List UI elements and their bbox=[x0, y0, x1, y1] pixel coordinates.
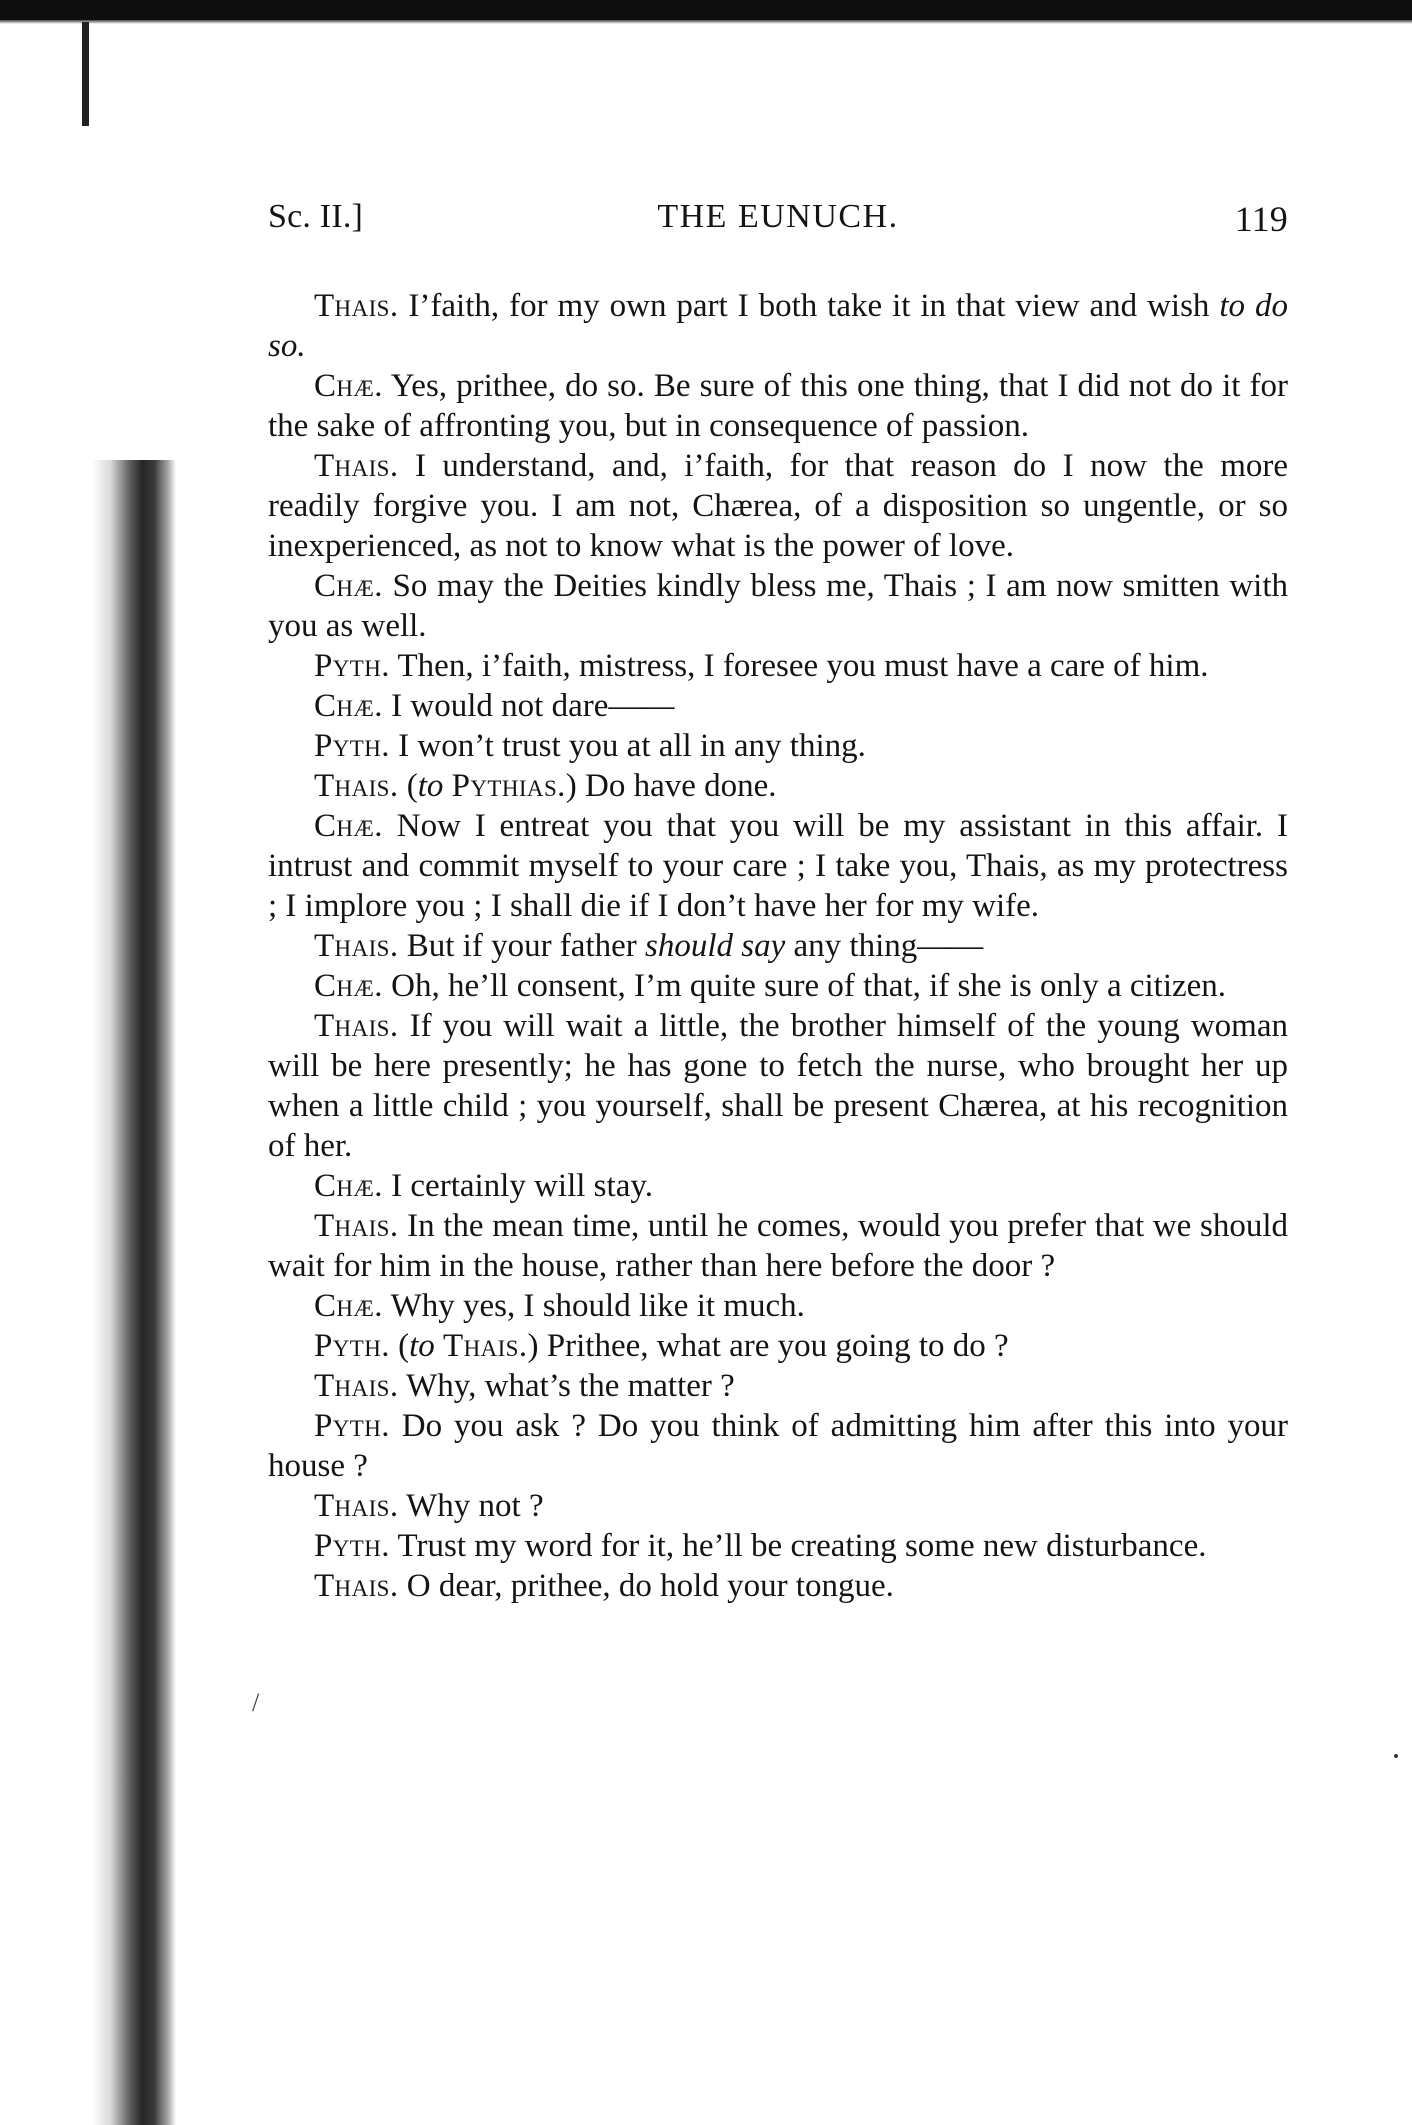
speech-text: Yes, prithee, do so. Be sure of this one thing, that I did not do it for the sake of affronting you, but in consequence of passion. bbox=[268, 368, 1288, 444]
speaker-name: Chæ. bbox=[314, 968, 383, 1004]
dialogue-line bbox=[268, 686, 1288, 726]
dialogue-line bbox=[268, 366, 1288, 446]
speaker-name: Thais. bbox=[314, 1008, 399, 1044]
speaker-name: Thais. bbox=[314, 1568, 399, 1604]
margin-dot bbox=[1394, 1754, 1398, 1758]
speech-text: Trust my word for it, he’ll be creating some new disturbance. bbox=[389, 1528, 1207, 1564]
dialogue-line bbox=[268, 1206, 1288, 1286]
dialogue-line bbox=[268, 1006, 1288, 1166]
italic-text: to bbox=[409, 1328, 435, 1364]
speech-text: Now I entreat you that you will be my assistant in this affair. I intrust and commit myself to your care ; I take you, Thais, as my protectress ; I implore you ; I shall die if I don’t have her for my wife. bbox=[268, 808, 1288, 924]
speech-text: So may the Deities kindly bless me, Thais ; I am now smitten with you as well. bbox=[268, 568, 1288, 644]
dialogue-text bbox=[268, 286, 1288, 1606]
speaker-name: Chæ. bbox=[314, 1288, 383, 1324]
dialogue-line bbox=[268, 1486, 1288, 1526]
italic-text: should say bbox=[645, 928, 786, 964]
speech-text: Oh, he’ll consent, I’m quite sure of that, if she is only a citizen. bbox=[382, 968, 1227, 1004]
speech-text: Why, what’s the matter ? bbox=[398, 1368, 735, 1404]
speech-text: Then, i’faith, mistress, I foresee you must have a care of him. bbox=[389, 648, 1209, 684]
speech-text bbox=[435, 1328, 443, 1364]
dialogue-line bbox=[268, 1326, 1288, 1366]
speech-text: I’faith, for my own part I both take it in that view and wish bbox=[398, 288, 1220, 324]
speech-text: ) Do have done. bbox=[565, 768, 777, 804]
dialogue-line bbox=[268, 766, 1288, 806]
speaker-name: Pyth. bbox=[314, 648, 390, 684]
dialogue-line bbox=[268, 1286, 1288, 1326]
dialogue-line bbox=[268, 446, 1288, 566]
speech-text: I understand, and, i’faith, for that reason do I now the more readily forgive you. I am not, Chærea, of a disposition so ungentle, or so inexperienced, as not to know what is the power of love. bbox=[268, 448, 1288, 564]
dialogue-line bbox=[268, 1366, 1288, 1406]
italic-text: to bbox=[417, 768, 444, 804]
italic-text: to do so. bbox=[268, 288, 1289, 364]
dialogue-line bbox=[268, 286, 1288, 366]
page bbox=[268, 180, 1288, 1606]
dialogue-line bbox=[268, 1526, 1288, 1566]
gutter-shadow-fade bbox=[92, 380, 176, 470]
speech-text: Why yes, I should like it much. bbox=[382, 1288, 805, 1324]
speaker-name: Pyth. bbox=[314, 1528, 390, 1564]
speaker-name: Pyth. bbox=[314, 728, 390, 764]
speaker-name: Thais. bbox=[314, 1208, 399, 1244]
speech-text: I won’t trust you at all in any thing. bbox=[389, 728, 866, 764]
dialogue-line bbox=[268, 726, 1288, 766]
speech-text: ( bbox=[398, 768, 418, 804]
speaker-name: Chæ. bbox=[314, 808, 383, 844]
speech-text: But if your father bbox=[398, 928, 646, 964]
speaker-name: Chæ. bbox=[314, 688, 383, 724]
speech-text: Why not ? bbox=[398, 1488, 544, 1524]
speaker-name: Thais. bbox=[314, 928, 399, 964]
dialogue-line bbox=[268, 646, 1288, 686]
speaker-name: Chæ. bbox=[314, 368, 383, 404]
dialogue-line bbox=[268, 966, 1288, 1006]
dialogue-line bbox=[268, 1566, 1288, 1606]
scene-reference: Sc. II.] bbox=[268, 198, 364, 235]
speech-text: I certainly will stay. bbox=[382, 1168, 653, 1204]
dialogue-line bbox=[268, 1406, 1288, 1486]
speech-text: In the mean time, until he comes, would you prefer that we should wait for him in the house, rather than here before the door ? bbox=[268, 1208, 1288, 1284]
dialogue-line bbox=[268, 1166, 1288, 1206]
gutter-shadow bbox=[92, 460, 176, 2125]
speaker-name: Thais. bbox=[314, 448, 399, 484]
speech-text: I would not dare—— bbox=[382, 688, 675, 724]
speaker-name: Thais. bbox=[314, 1368, 399, 1404]
scan-top-border-edge bbox=[0, 20, 1412, 24]
speech-text: ( bbox=[389, 1328, 410, 1364]
speaker-name: Thais. bbox=[314, 1488, 399, 1524]
speech-text: any thing—— bbox=[785, 928, 984, 964]
speech-text: O dear, prithee, do hold your tongue. bbox=[398, 1568, 894, 1604]
speech-text: ) Prithee, what are you going to do ? bbox=[527, 1328, 1009, 1364]
speaker-name: Chæ. bbox=[314, 568, 383, 604]
dialogue-line bbox=[268, 926, 1288, 966]
speech-text: Do you ask ? Do you think of admitting him after this into your house ? bbox=[268, 1408, 1288, 1484]
speaker-name: Pyth. bbox=[314, 1328, 390, 1364]
speech-text bbox=[443, 768, 451, 804]
book-title: THE EUNUCH. bbox=[657, 198, 899, 235]
page-number: 119 bbox=[1234, 199, 1288, 239]
speaker-name: Thais. bbox=[314, 768, 399, 804]
character-name: Thais. bbox=[443, 1328, 528, 1364]
speaker-name: Chæ. bbox=[314, 1168, 383, 1204]
speech-text: If you will wait a little, the brother himself of the young woman will be here presently; he has gone to fetch the nurse, who brought her up when a little child ; you yourself, shall be present Chærea, at his recognition of her. bbox=[268, 1008, 1288, 1164]
binding-mark bbox=[82, 22, 89, 126]
dialogue-line bbox=[268, 566, 1288, 646]
margin-stroke: / bbox=[252, 1688, 260, 1717]
character-name: Pythias. bbox=[451, 768, 566, 804]
speaker-name: Thais. bbox=[314, 288, 399, 324]
speaker-name: Pyth. bbox=[314, 1408, 390, 1444]
running-head bbox=[268, 180, 1288, 239]
dialogue-line bbox=[268, 806, 1288, 926]
scan-top-border bbox=[0, 0, 1412, 20]
